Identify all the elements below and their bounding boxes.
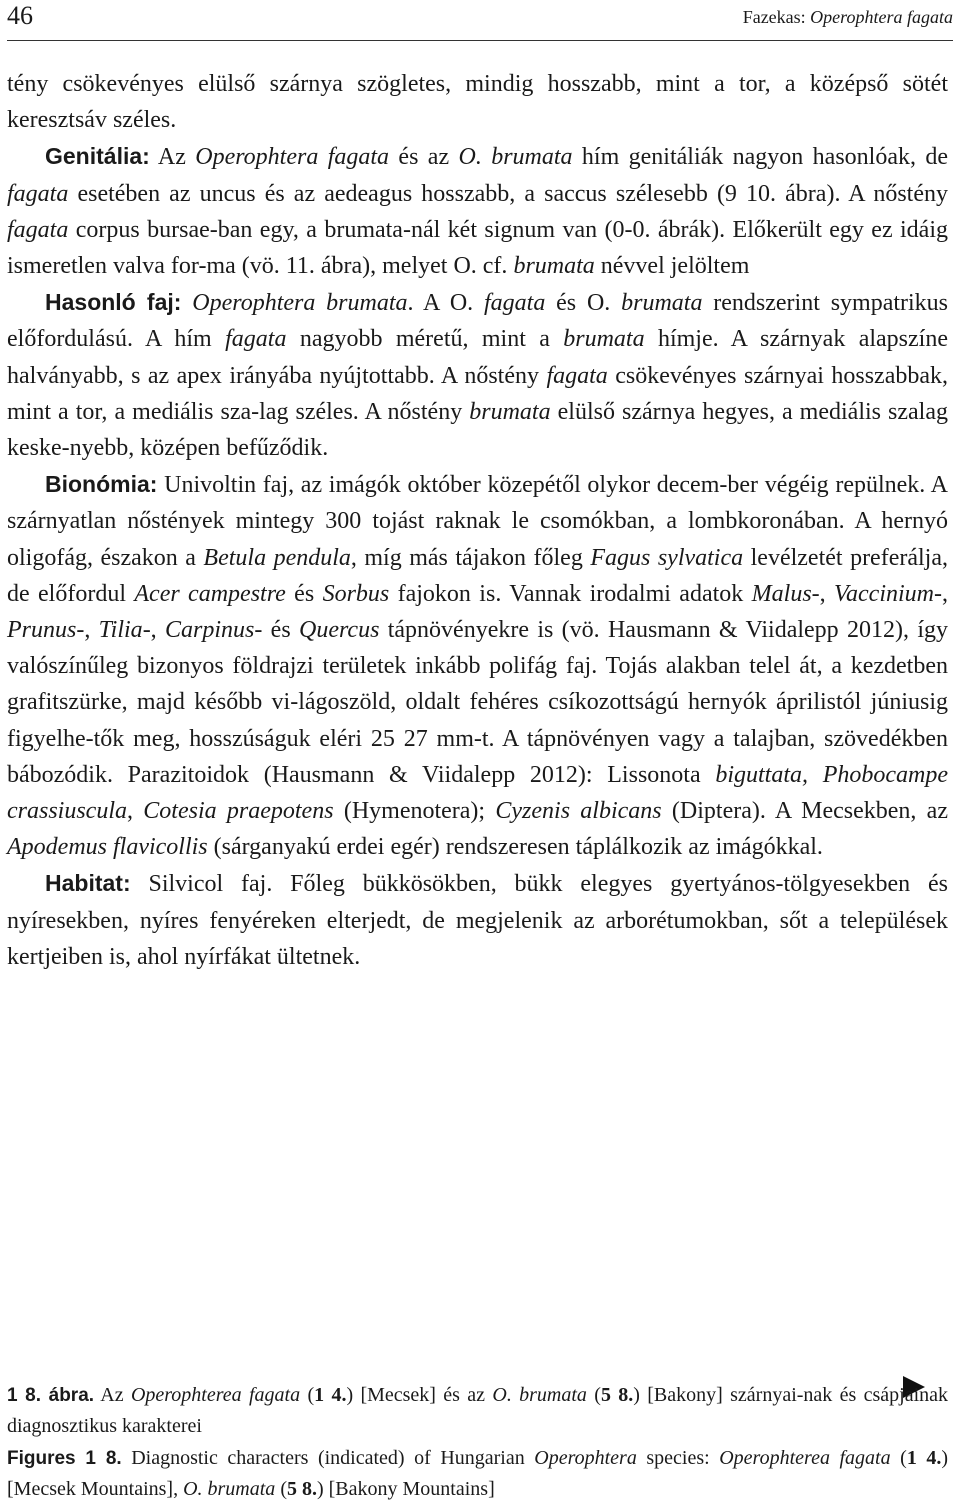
text-run: csökevényes szárnyai hosszabbak, mint a tor, a mediális sza-lag széles. A nőstény (7, 362, 949, 425)
species-name: brumata (513, 253, 595, 280)
text-run: ( (586, 1384, 601, 1406)
text-run: hím genitáliák nagyon hasonlóak, de (572, 144, 949, 171)
text-run: fajokon is. Vannak irodalmi adatok (389, 580, 752, 607)
text-run: Univoltin faj, az imágók október közepétől olykor decem-ber végéig repülnek. A szárnyatlan nőstények mintegy 300 tojást raknak le csomókban, a lombkoronában. A hernyó oligofág, északon a (7, 472, 948, 571)
paragraph-habitat (7, 865, 948, 975)
species-name: fagata (7, 180, 69, 207)
species-name: Tilia (98, 617, 143, 644)
text-run: (sárganyakú erdei egér) rendszeresen táplálkozik az imágókkal. (207, 834, 823, 861)
figure-range: 5 8. (600, 1384, 634, 1406)
text-run: ( (300, 1384, 315, 1406)
section-label-habitat: Habitat: (45, 870, 131, 897)
caption-label-en: Figures 1 8. (7, 1448, 122, 1469)
text-run: Az (149, 144, 196, 171)
paragraph-similar-species (7, 284, 948, 466)
species-name: fagata (225, 326, 287, 353)
species-name: fagata (483, 290, 546, 317)
text-run: tény csökevényes elülső szárnya szögletes, mindig hosszabb, mint a tor, a középső sötét keresztsáv széles. (7, 71, 948, 134)
species-name: Operophtera brumata (192, 290, 408, 317)
text-run: elülső szárnya hegyes, a mediális szalag keske-nyebb, középen befűződik. (7, 398, 948, 462)
text-run: -, (76, 617, 99, 644)
text-run: ) [Bakony Mountains] (316, 1478, 495, 1500)
text-run: levélzetét preferálja, de előfordul (7, 544, 948, 607)
species-name: brumata (563, 326, 645, 353)
text-run: -, (811, 580, 835, 607)
species-name: brumata (621, 290, 703, 317)
text-run: Az (94, 1384, 131, 1406)
species-name: Acer campestre (134, 580, 286, 607)
text-run: , míg más tájakon főleg (350, 544, 591, 571)
species-name: Carpinus (165, 617, 255, 644)
species-name: fagata (546, 362, 608, 389)
text-run: , (127, 798, 144, 825)
text-run: (Hymenotera); (333, 798, 496, 825)
text-run: esetében az uncus és az aedeagus hosszabb, a saccus szélesebb (9 10. ábra). A nőstény (68, 180, 948, 207)
species-name: Operophterea fagata (130, 1384, 301, 1406)
figure-range: 1 4. (314, 1384, 347, 1406)
main-text (7, 66, 948, 975)
text-run: - és (254, 617, 299, 644)
text-run: ) [Bakony] szárnyai-nak és csápjainak diagnosztikus karakterei (7, 1384, 949, 1437)
species-name: Operophtera (534, 1447, 637, 1469)
species-name: O. brumata (458, 144, 573, 171)
text-run: Diagnostic characters (indicated) of Hungarian (121, 1447, 535, 1469)
text-run: és az (389, 144, 459, 171)
species-name: Vaccinium (834, 580, 935, 607)
text-run: ( (275, 1478, 287, 1500)
text-run: nagyobb méretű, mint a (286, 326, 564, 353)
text-run: hímje. A szárnyak alapszíne halványabb, s az apex irányába nyújtottabb. A nőstény (7, 326, 948, 389)
text-run: species: (636, 1447, 720, 1469)
species-name: fagata (7, 216, 69, 243)
page-number: 46 (7, 1, 33, 30)
species-name: biguttata, Phobocampe crassiuscula (7, 761, 948, 825)
species-name: Betula pendula (203, 544, 351, 571)
species-name: Prunus (7, 617, 77, 644)
text-run: . A O. (407, 290, 484, 317)
species-name: Cyzenis albicans (495, 798, 662, 825)
species-name: Quercus (298, 617, 380, 644)
text-run: és (285, 580, 323, 607)
species-name: Operophtera fagata (195, 144, 390, 171)
figure-caption (7, 1380, 948, 1504)
paragraph-bionomia (7, 466, 948, 865)
text-run: (Diptera). A Mecsekben, az (661, 798, 948, 825)
page-header (7, 0, 953, 41)
species-name: brumata (469, 398, 551, 425)
text-run: és O. (545, 290, 622, 317)
species-name: O. brumata (492, 1384, 587, 1406)
species-name: O. brumata (183, 1478, 276, 1500)
running-head (743, 6, 953, 28)
paragraph-genitalia (7, 138, 948, 284)
text-run: corpus bursae-ban egy, a brumata-nál két signum van (0-0. ábrák). Előkerült egy ez idáig ismeretlen valva for-ma (vö. 11. ábra), melyet O. cf. (7, 216, 948, 280)
species-name: Cotesia praepotens (143, 798, 334, 825)
text-run: tápnövényekre is (vö. Hausmann & Viidalepp 2012), így valószínűleg bizonyos földrajzi területek inkább polifág faj. Tojás alakban telel át, a kezdetben grafitszürke, majd később vi-lágoszöld, oldalt fehéres csíkozottságú hernyók áprilistól júniusig figyelhe-tők meg, hosszúságuk eléri 25 27 mm-t. A tápnövényen vagy a talajban, szövedékben bábozódik. Parazitoidok (Hausmann & Viidalepp 2012): Lissonota (7, 617, 948, 788)
species-name: Apodemus flavicollis (7, 834, 208, 861)
text-run: ) [Mecsek] és az (346, 1384, 493, 1406)
species-name: Fagus sylvatica (590, 544, 744, 571)
running-head-author: Fazekas: (742, 7, 811, 27)
text-run: ) [Mecsek Mountains], (7, 1447, 949, 1500)
caption-english (7, 1443, 948, 1504)
text-run: névvel jelöltem (594, 253, 750, 280)
text-run: rendszerint sympatrikus előfordulású. A hím (7, 290, 949, 353)
text-run (181, 290, 192, 316)
text-run: -, (142, 617, 165, 644)
section-label-bionomia: Bionómia: (45, 471, 158, 498)
species-name: Operophterea fagata (719, 1447, 891, 1469)
text-run: ( (890, 1447, 907, 1469)
text-run: Silvicol faj. Főleg bükkösökben, bükk elegyes gyertyános-tölgyesekben és nyíresekben, nyíres fenyéreken elterjedt, de megjelenik az arborétumokban, sőt a települések kertjeiben is, ahol nyírfákat ültetnek. (7, 871, 948, 970)
species-name: Sorbus (322, 580, 390, 607)
caption-hungarian (7, 1380, 948, 1441)
figure-range: 1 4. (906, 1447, 942, 1469)
figure-range: 5 8. (286, 1478, 317, 1500)
section-label-similar: Hasonló faj: (45, 289, 182, 316)
species-name: Malus (751, 580, 812, 607)
section-label-genitalia: Genitália: (45, 143, 150, 170)
text-run: -, (934, 580, 949, 607)
paragraph-description-end (7, 66, 948, 138)
running-head-species: Operophtera fagata (810, 7, 953, 27)
caption-label-hu: 1 8. ábra. (7, 1385, 95, 1406)
